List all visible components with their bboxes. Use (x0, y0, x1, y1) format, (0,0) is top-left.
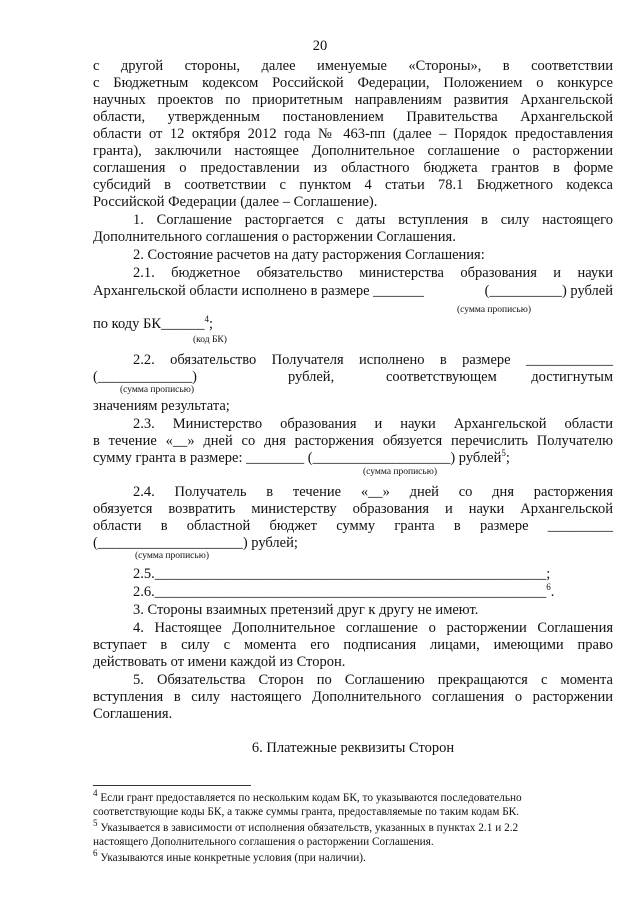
footnote-mark: 4 (93, 788, 98, 799)
clause-2-4-line: (____________________) рублей; (93, 535, 298, 551)
intro-line: Российской Федерации (далее – Соглашение). (93, 194, 378, 210)
clause-4-line: вступает в силу с момента его подписания лицами, имеющими право (93, 637, 613, 653)
footnote-separator (93, 785, 251, 786)
intro-line: области, утвержденным постановлением Правительства Архангельской (93, 109, 613, 125)
footnote-text: Указываются иные конкретные условия (при наличии). (97, 852, 366, 864)
intro-line: научных проектов по приоритетным направлениям развития Архангельской (93, 92, 613, 108)
clause-2-1-line (93, 316, 613, 333)
footnote-ref: 4 (204, 314, 210, 325)
code-bk-note: (код БК) (193, 335, 227, 345)
clause-2-2-blank: (_____________) (93, 369, 197, 385)
clause-2-2-reached: достигнутым (531, 369, 613, 385)
clause-2-3-end: ; (505, 450, 510, 466)
clause-2-heading: 2. Состояние расчетов на дату расторжения Соглашения: (133, 247, 485, 263)
clause-2-3-line: в течение «__» дней со дня расторжения обязуется перечислить Получателю (93, 433, 613, 449)
clause-2-2-line: значениям результата; (93, 398, 230, 414)
clause-4-line: действовать от имени каждой из Сторон. (93, 654, 346, 670)
intro-line: субсидий в соответствии с пунктом 4 статьи 78.1 Бюджетного кодекса (93, 177, 613, 193)
intro-line: соглашения о предоставлении из областного бюджета грантов в форме (93, 160, 613, 176)
clause-2-6-end: . (550, 584, 555, 600)
footnote-5-cont: настоящего Дополнительного соглашения о расторжении Соглашения. (93, 836, 434, 848)
clause-2-6-text: 2.6.______________________________________________________ (133, 584, 547, 600)
section-6-heading: 6. Платежные реквизиты Сторон (251, 740, 455, 756)
clause-2-3-line: 2.3. Министерство образования и науки Архангельской области (133, 416, 613, 432)
sum-in-words-note: (сумма прописью) (363, 467, 437, 477)
clause-2-2-corr: соответствующем (386, 369, 497, 385)
footnote-4 (93, 788, 613, 806)
sum-in-words-note: (сумма прописью) (135, 551, 209, 561)
clause-1-line: Дополнительного соглашения о расторжении Соглашения. (93, 229, 456, 245)
footnote-4-cont: соответствующие коды БК, а также суммы гранта, предоставляемые по таким кодам БК. (93, 806, 520, 818)
clause-2-4-line: обязуется возвратить министерству образования и науки Архангельской (93, 501, 613, 517)
footnote-ref: 6 (546, 582, 551, 593)
footnote-5 (93, 818, 613, 836)
clause-2-2-rubles: рублей, (288, 369, 335, 385)
clause-5-line: 5. Обязательства Сторон по Соглашению прекращаются с момента (133, 672, 613, 688)
clause-4-line: 4. Настоящее Дополнительное соглашение о расторжении Соглашения (133, 620, 613, 636)
clause-1-line: 1. Соглашение расторгается с даты вступления в силу настоящего (133, 212, 613, 228)
intro-line: с другой стороны, далее именуемые «Стороны», в соответствии (93, 58, 613, 74)
intro-line: области от 12 октября 2012 года № 463-пп (далее – Порядок предоставления (93, 126, 613, 142)
clause-5-line: Соглашения. (93, 706, 173, 722)
clause-5-line: вступления в силу настоящего Дополнительного соглашения о расторжении (93, 689, 613, 705)
footnote-text: Если грант предоставляется по нескольким кодам БК, то указываются последовательно (97, 792, 522, 804)
intro-line: гранта), заключили настоящее Дополнительное соглашение о расторжении (93, 143, 613, 159)
footnote-text: Указывается в зависимости от исполнения обязательств, указанных в пунктах 2.1 и 2.2 (97, 822, 519, 834)
clause-2-4-line: области в областной бюджет сумму гранта в размере _________ (93, 518, 613, 534)
clause-2-6-line (133, 584, 613, 601)
clause-2-1-end: ; (209, 316, 214, 332)
clause-3-line: 3. Стороны взаимных претензий друг к другу не имеют. (133, 602, 479, 618)
clause-2-1-code: по коду БК______ (93, 316, 205, 332)
sum-in-words-note: (сумма прописью) (120, 385, 194, 395)
clause-2-1-text: Архангельской области исполнено в размере _______ (93, 283, 424, 299)
footnote-mark: 6 (93, 848, 98, 859)
clause-2-1-amount: (__________) рублей (484, 283, 613, 299)
clause-2-3-line (93, 450, 613, 467)
intro-line: с Бюджетным кодексом Российской Федерации, Положением о конкурсе (93, 75, 613, 91)
clause-2-3-amount: сумму гранта в размере: ________ (___________________) рублей (93, 450, 502, 466)
clause-2-5-line: 2.5.______________________________________________________; (133, 566, 551, 582)
clause-2-2-line: 2.2. обязательство Получателя исполнено в размере ____________ (133, 352, 613, 368)
clause-2-1-line: 2.1. бюджетное обязательство министерства образования и науки (133, 265, 613, 281)
footnote-6 (93, 848, 613, 866)
clause-2-4-line: 2.4. Получатель в течение «__» дней со дня расторжения (133, 484, 613, 500)
footnote-ref: 5 (501, 448, 506, 459)
page-number: 20 (312, 38, 328, 54)
sum-in-words-note: (сумма прописью) (457, 305, 531, 315)
footnote-mark: 5 (93, 818, 98, 829)
